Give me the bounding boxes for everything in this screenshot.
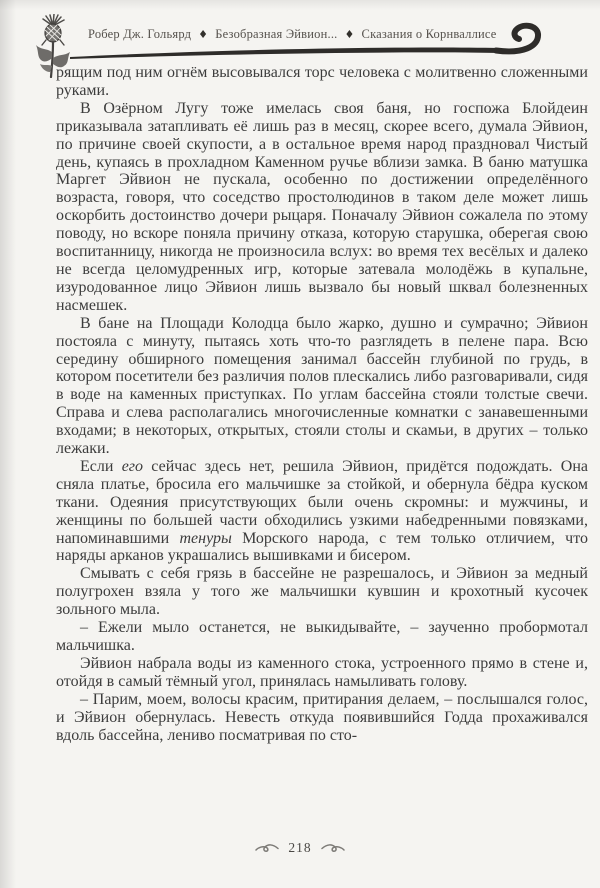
paragraph — [56, 655, 588, 691]
diamond-separator-icon: ♦ — [198, 28, 209, 41]
text-run: сейчас здесь нет, решила Эйвион, придётся подождать. Она сняла платье, бросила его мальчишке за стойкой, и обернула бёдра куском ткани. Одеяния присутствующих были очень скромны: и мужчины, и женщины по большей части обходились узкими набедренными повязками, напоминавшими — [56, 457, 589, 547]
running-head-author: Робер Дж. Гольярд — [88, 27, 192, 41]
text-column — [56, 64, 588, 744]
text-run: В бане на Площади Колодца было жарко, душно и сумрачно; Эйвион постояла с минуту, пытаясь хоть что-то разглядеть в пелене пара. Всю середину обширного помещения занимал бассейн глубиной по грудь, в котором посетители без различия полов плескались либо разговаривали, сидя в воде на каменных приступках. По углам бассейна стояли толстые свечи. Справа и слева располагались многочисленные комнатки с занавешенными входами; в некоторых, открытых, стояли столы и скамьи, в других – только лежаки. — [56, 314, 588, 458]
text-run: рящим под ним огнём высовывался торс человека с молитвенно сложенными руками. — [56, 64, 588, 99]
footer-left-flourish-icon — [255, 842, 279, 854]
paragraph — [56, 100, 588, 315]
flourish-rule-icon — [68, 22, 550, 64]
paragraph — [56, 315, 588, 458]
paragraph — [56, 619, 588, 655]
paragraph — [56, 565, 588, 619]
running-head-book-title: Безобразная Эйвион... — [215, 27, 338, 41]
italic-run: тенуры — [179, 529, 232, 547]
italic-run: его — [121, 457, 144, 475]
text-run: – Ежели мыло останется, не выкидывайте, – заученно пробормотал мальчишка. — [56, 619, 588, 654]
paragraph — [56, 691, 588, 745]
page-footer — [0, 840, 600, 856]
running-head-series-title: Сказания о Корнваллисе — [361, 27, 497, 41]
footer-right-flourish-icon — [321, 842, 345, 854]
paragraph — [56, 64, 588, 100]
text-run: Если — [80, 457, 122, 475]
text-run: Эйвион набрала воды из каменного стока, устроенного прямо в стене и, отойдя в самый тёмный угол, принялась намыливать голову. — [56, 654, 588, 690]
paragraph — [56, 458, 588, 565]
text-run: Смывать с себя грязь в бассейне не разрешалось, и Эйвион за медный полугрохен взяла у того же мальчишки кувшин и крохотный кусочек зольного мыла. — [56, 565, 588, 619]
text-run: Морского народа, с тем только отличием, что наряды арканов украшались вышивками и бисером. — [56, 529, 588, 565]
page-number: 218 — [288, 840, 312, 855]
diamond-separator-icon: ♦ — [344, 28, 355, 41]
text-run: – Парим, моем, волосы красим, притирания делаем, – послышался голос, и Эйвион обернулась. Невесть откуда появившийся Годда прохаживался вдоль бассейна, лениво посматривая по сто- — [56, 690, 588, 744]
text-run: В Озёрном Лугу тоже имелась своя баня, но госпожа Блойдеин приказывала затапливать её лишь раз в месяц, скорее всего, думала Эйвион, по причине своей скупости, а в остальное время народ праздновал Чистый день, купаясь в прохладном Каменном ручье вблизи замка. В баню матушка Маргет Эйвион не пускала, особенно по достижении определённого возраста, говоря, что соседство простолюдинов в таком деле может лишь оскорбить достоинство дочери рыцаря. Поначалу Эйвион сожалела по этому поводу, но вскоре поняла причину отказа, которую старушка, оберегая свою воспитанницу, никогда не произносила вслух: во время тех весёлых и далеко не всегда целомудренных игр, которые затевала молодёжь в купальне, изуродованное лицо Эйвион лишь вызвало бы новый шквал болезненных насмешек. — [56, 99, 588, 314]
